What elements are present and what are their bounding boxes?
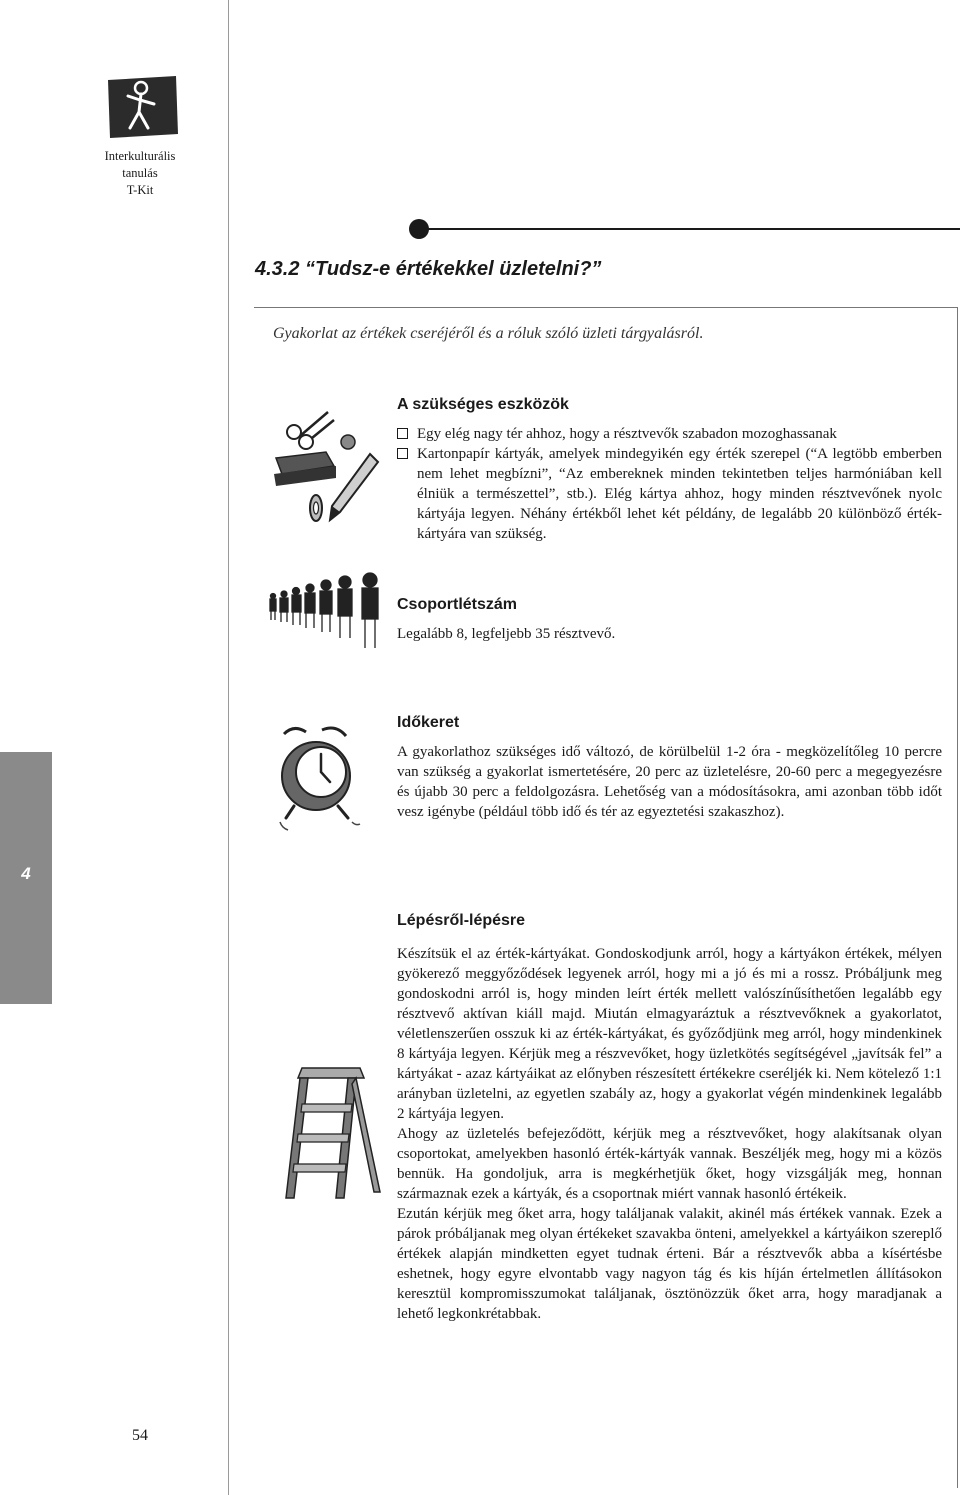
chapter-number: 4 (21, 864, 31, 883)
list-item (397, 424, 942, 444)
steps-paragraph: Ezután kérjük meg őket arra, hogy találjanak valakit, akinél más értékek vannak. Ezek a párok próbáljanak meg olyan értékeket szavakba önteni, amelyekkel a kártyáikon szereplő értékek alapján mindketten egyet tudnak érteni. Bár a résztvevők abba a kísértésbe eshetnek, hogy egyre elvontabb vagy nagyon tág és kis híján értelmetlen állításokon keresztül kompromisszumokat találjanak, ösztönözzük őket arra, hogy maradjanak a lehető legkonkrétabbak. (397, 1206, 942, 1322)
steps-section (397, 912, 942, 1324)
step-ladder-icon (284, 1064, 386, 1202)
checkbox-icon (397, 428, 408, 439)
section-title: 4.3.2 “Tudsz-e értékekkel üzletelni?” (255, 258, 602, 280)
list-item (397, 444, 942, 544)
tools-illustration-icon (270, 408, 382, 526)
brand-line: T-Kit (126, 183, 154, 197)
time-section (397, 714, 942, 822)
exercise-subtitle: Gyakorlat az értékek cseréjéről és a róluk szóló üzleti tárgyalásról. (273, 325, 704, 342)
group-size-section (397, 596, 942, 644)
time-text: A gyakorlathoz szükséges idő változó, de körülbelül 1-2 óra - megközelítőleg 10 percre van szükség a gyakorlat ismertetésére, 20 perc az üzletelésre, 20-60 perc a megegyezésre és újabb 30 perc a feldolgozásra. Lehetőség van a módosításokra, ami azonban több időt vesz igénybe (például több idő és tér az egyeztetési szakaszhoz). (397, 744, 942, 820)
t-kit-logo-icon (104, 74, 180, 140)
group-size-text: Legalább 8, legfeljebb 35 résztvevő. (397, 626, 616, 642)
group-size-heading: Csoportlétszám (397, 596, 518, 613)
brand-line: tanulás (122, 166, 158, 180)
list-item-text: Kartonpapír kártyák, amelyek mindegyikén egy érték szerepel (“A legtöbb emberben nem lehet megbízni”, “Az embereknek minden tekintetben teljes harmóniában kell élniük a természettel”, stb.). Elég kártya ahhoz, hogy minden résztvevőnek nyolc kártyája legyen. Néhány értékből lehet két példány, de legalább 20 különböző érték-kártyára van szükség. (417, 446, 942, 542)
alarm-clock-icon (266, 722, 376, 834)
page-number: 54 (132, 1427, 148, 1444)
chapter-tab (0, 752, 52, 1004)
tools-heading: A szükséges eszközök (397, 396, 569, 413)
tools-section (397, 396, 942, 544)
people-group-icon (268, 572, 386, 658)
steps-paragraph: Készítsük el az érték-kártyákat. Gondoskodjunk arról, hogy a kártyákon értékek, mélyen gyökerező meggyőződések legyenek arról, hogy mi a jó és mi a rossz. Próbáljunk meg gondoskodni arról is, hogy minden leírt érték mellett valószínűsíthetően legalább egy résztvevő aktívan kiáll majd. Miután elmagyaráztuk a résztvevőknek a gyakorlatot, véletlenszerűen osszuk ki az érték-kártyákat, és győződjünk meg arról, hogy mindenkinek 8 kártyája legyen. Kérjük meg a részvevőket, hogy üzletkötés segítségével „javítsák fel” a kártyákat - azaz kártyáikat az előnyben részesített értékekre cseréljék ki. Nem kötelező 1:1 arányban üzletelni, az egyetlen szabály az, hogy a gyakorlat végén mindenkinek legalább 2 kártyája legyen. (397, 946, 942, 1122)
list-item-text: Egy elég nagy tér ahhoz, hogy a résztvevők szabadon mozoghassanak (417, 426, 837, 442)
checkbox-icon (397, 448, 408, 459)
tools-list (397, 424, 942, 544)
steps-heading: Lépésről-lépésre (397, 912, 526, 929)
steps-paragraph: Ahogy az üzletelés befejeződött, kérjük meg a résztvevőket, hogy alakítsanak olyan csoportokat, amelyekben hasonló érték-kártyák vannak. Beszéljék meg, hogy mi a közös bennük. Ha gondoljuk, arra is megkérhetjük őket, hogy vizsgálják meg, honnan származnak ezek a kártyák, és a csoportnak miért vannak hasonló értékeik. (397, 1126, 942, 1202)
brand-line: Interkulturális (104, 149, 176, 163)
section-rule-line (420, 228, 960, 230)
time-heading: Időkeret (397, 714, 460, 731)
margin-rule (228, 0, 229, 1495)
brand-caption (80, 148, 200, 199)
